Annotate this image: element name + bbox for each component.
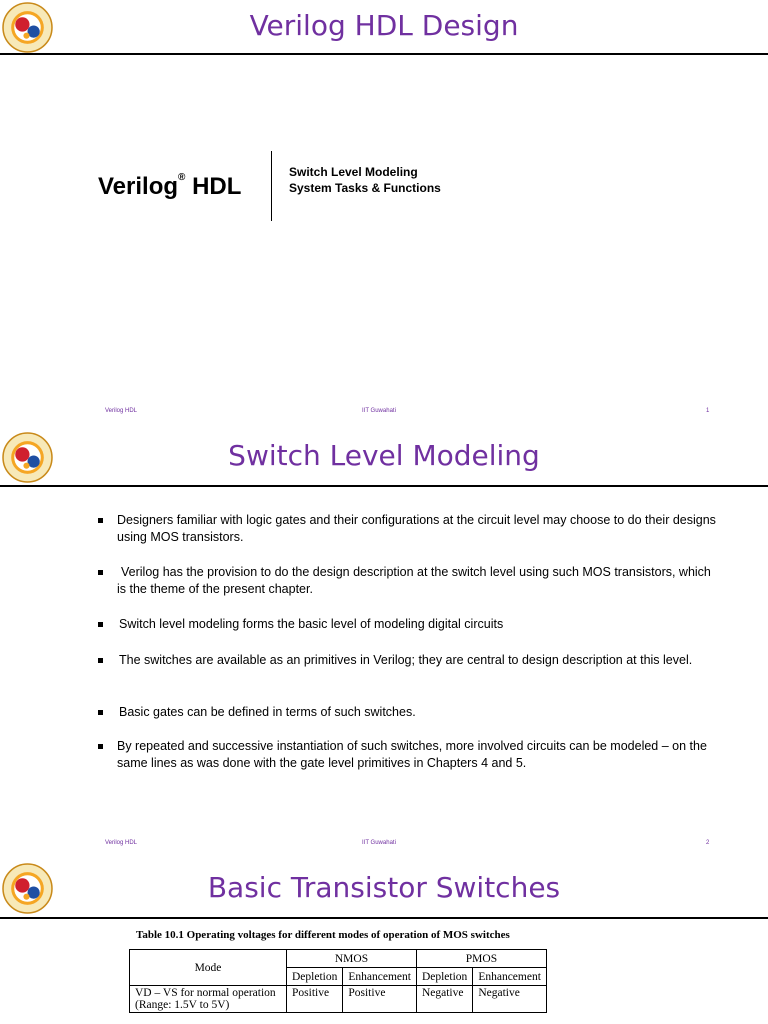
footer-page-number: 2 <box>706 840 710 846</box>
bullet-icon <box>98 622 103 627</box>
bullet-text: Basic gates can be defined in terms of such switches. <box>119 705 416 719</box>
bullet-icon <box>98 658 103 663</box>
footer-center: IIT Guwahati <box>362 840 396 846</box>
table-cell: Negative <box>416 986 472 1013</box>
table-cell-mode: VD – VS for normal operation (Range: 1.5V to 5V) <box>130 986 287 1013</box>
table-header-nmos: NMOS <box>287 950 417 968</box>
table-row <box>130 986 547 1013</box>
bullet-icon <box>98 744 103 749</box>
bullet-text: Designers familiar with logic gates and their configurations at the circuit level may choose to do their designs using MOS transistors. <box>117 513 716 544</box>
bullet-text: Switch level modeling forms the basic level of modeling digital circuits <box>119 617 504 631</box>
slide-title: Basic Transistor Switches <box>207 871 561 904</box>
table-cell: Positive <box>343 986 417 1013</box>
list-item <box>98 512 718 546</box>
slide-2 <box>0 428 768 852</box>
footer-left: Verilog HDL <box>105 408 138 414</box>
table-subheader: Depletion <box>416 968 472 986</box>
slide-title: Switch Level Modeling <box>228 439 540 472</box>
topic-switch-level: Switch Level Modeling <box>289 165 418 179</box>
bullet-icon <box>98 518 103 523</box>
list-item <box>98 704 718 721</box>
verilog-hdl-brand <box>98 173 241 201</box>
bullet-text: The switches are available as an primitives in Verilog; they are central to design description at this level. <box>119 653 693 667</box>
table-header-pmos: PMOS <box>416 950 546 968</box>
table-cell: Positive <box>287 986 343 1013</box>
topic-system-tasks: System Tasks & Functions <box>289 181 441 195</box>
title-divider <box>0 917 768 919</box>
title-divider <box>0 53 768 55</box>
vertical-divider <box>271 151 272 221</box>
footer-page-number: 1 <box>706 408 710 414</box>
operating-voltage-table <box>129 949 547 1013</box>
bullet-text: By repeated and successive instantiation of such switches, more involved circuits can be modeled – on the same lines as was done with the gate level primitives in Chapters 4 and 5. <box>117 739 707 770</box>
table-subheader: Enhancement <box>473 968 547 986</box>
registered-mark: ® <box>178 172 186 183</box>
slide-1 <box>0 0 768 424</box>
slide-title: Verilog HDL Design <box>249 9 519 42</box>
list-item <box>98 616 718 633</box>
list-item <box>98 564 718 598</box>
bullet-icon <box>98 570 103 575</box>
list-item <box>98 652 718 669</box>
table-subheader: Enhancement <box>343 968 417 986</box>
footer-center: IIT Guwahati <box>362 408 396 414</box>
list-item <box>98 738 718 772</box>
brand-suffix: HDL <box>192 173 242 200</box>
footer-left: Verilog HDL <box>105 840 138 846</box>
table-cell: Negative <box>473 986 547 1013</box>
table-subheader: Depletion <box>287 968 343 986</box>
table-caption: Table 10.1 Operating voltages for different modes of operation of MOS switches <box>136 929 510 941</box>
brand-name: Verilog <box>98 173 179 200</box>
table-header-row <box>130 950 547 968</box>
title-divider <box>0 485 768 487</box>
bullet-icon <box>98 710 103 715</box>
bullet-text: Verilog has the provision to do the design description at the switch level using such MOS transistors, which is the theme of the present chapter. <box>117 565 711 596</box>
table-header-mode: Mode <box>130 950 287 986</box>
